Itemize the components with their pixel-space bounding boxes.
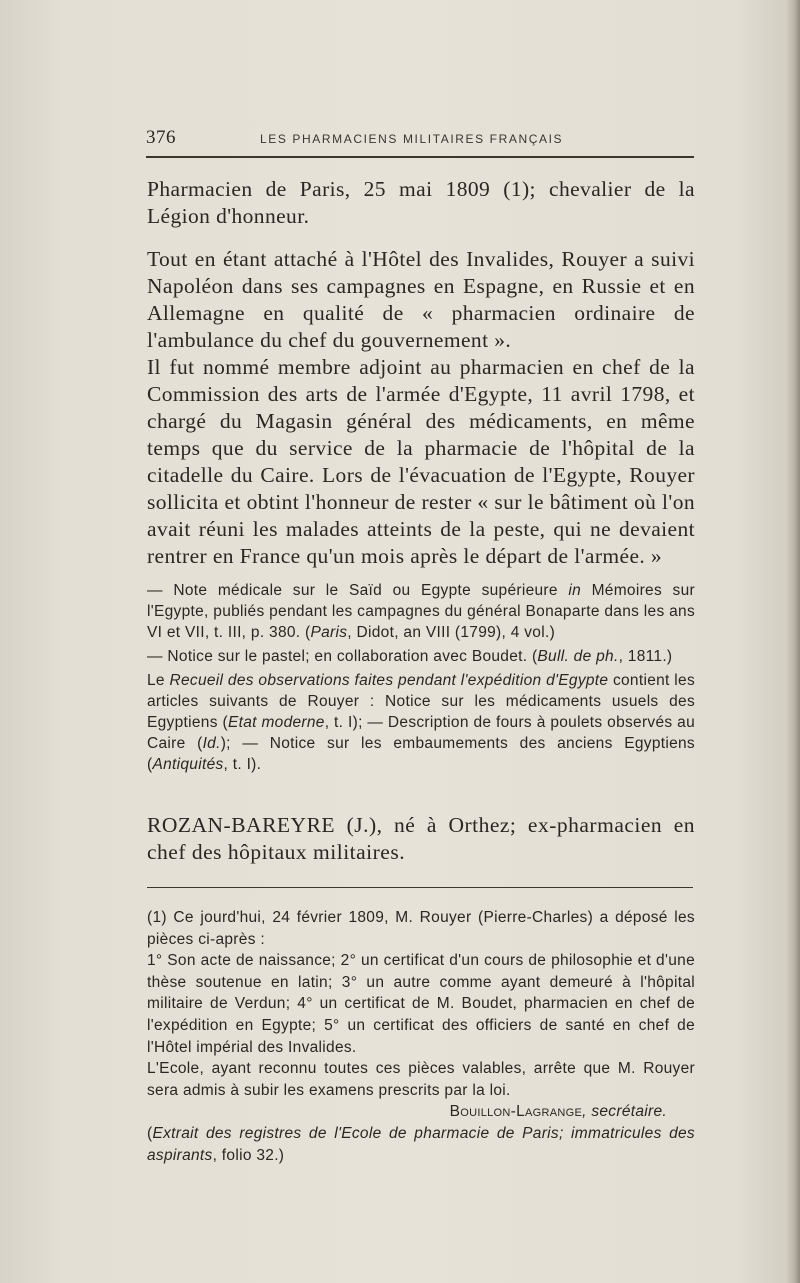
footnote-source: (Extrait des registres de l'Ecole de pharmacie de Paris; immatricules des aspirants, folio 32.) bbox=[147, 1124, 695, 1164]
footnote-2: 1° Son acte de naissance; 2° un certificat d'un cours de philosophie et d'une thèse soutenue en latin; 3° un autre comme ayant demeuré à l'hôpital militaire de Verdun; 4° un certificat de M. Boudet, pharmacien en chef de l'expédition en Egypte; 5° un certificat des officiers de santé en chef de l'Hôtel impérial des Invalides. bbox=[147, 952, 695, 1056]
main-text bbox=[147, 176, 695, 570]
footnote-rule bbox=[147, 887, 693, 888]
running-title: LES PHARMACIENS MILITAIRES FRANÇAIS bbox=[260, 132, 564, 146]
footnote bbox=[147, 907, 695, 1166]
page-number: 376 bbox=[146, 127, 176, 148]
bibliography-notes bbox=[147, 580, 695, 775]
footnote-signature: Bouillon-Lagrange, secrétaire. bbox=[449, 1103, 667, 1121]
note-1: — Note médicale sur le Saïd ou Egypte supérieure in Mémoires sur l'Egypte, publiés pendant les campagnes du général Bonaparte dans les ans VI et VII, t. III, p. 380. (Paris, Didot, an VIII (1799), 4 vol.) bbox=[147, 582, 695, 641]
footnote-3: L'Ecole, ayant reconnu toutes ces pièces valables, arrête que M. Rouyer sera admis à subir les examens prescrits par la loi. bbox=[147, 1060, 695, 1099]
note-3: Le Recueil des observations faites pendant l'expédition d'Egypte contient les articles suivants de Rouyer : Notice sur les médicaments usuels des Egyptiens (Etat moderne, t. I); — Description de fours à poulets observés au Caire (Id.); — Notice sur les embaumements des anciens Egyptiens (Antiquités, t. I). bbox=[147, 672, 696, 773]
paragraph-2: Tout en étant attaché à l'Hôtel des Invalides, Rouyer a suivi Napoléon dans ses campagnes en Espagne, en Russie et en Allemagne en qualité de « pharmacien ordinaire de l'ambulance du chef du gouvernement ». bbox=[147, 247, 695, 352]
footnote-1: (1) Ce jourd'hui, 24 février 1809, M. Rouyer (Pierre-Charles) a déposé les pièces ci-après : bbox=[147, 909, 695, 948]
entry-rozan-bareyre: ROZAN-BAREYRE (J.), né à Orthez; ex-pharmacien en chef des hôpitaux militaires. bbox=[147, 813, 695, 864]
paragraph-3: Il fut nommé membre adjoint au pharmacien en chef de la Commission des arts de l'armée d'Egypte, 11 avril 1798, et chargé du Magasin général des médicaments, en même temps que du service de la pharmacie de l'hôpital de la citadelle du Caire. Lors de l'évacuation de l'Egypte, Rouyer sollicita et obtint l'honneur de rester « sur le bâtiment où l'on avait réuni les malades atteints de la peste, qui ne devaient rentrer en France qu'un mois après le départ de l'armée. » bbox=[147, 355, 695, 568]
page-edge-shadow bbox=[786, 0, 800, 1283]
note-2: — Notice sur le pastel; en collaboration avec Boudet. (Bull. de ph., 1811.) bbox=[147, 648, 673, 665]
header-rule bbox=[146, 156, 694, 158]
paragraph-1: Pharmacien de Paris, 25 mai 1809 (1); chevalier de la Légion d'honneur. bbox=[147, 177, 695, 228]
running-header bbox=[146, 127, 692, 151]
